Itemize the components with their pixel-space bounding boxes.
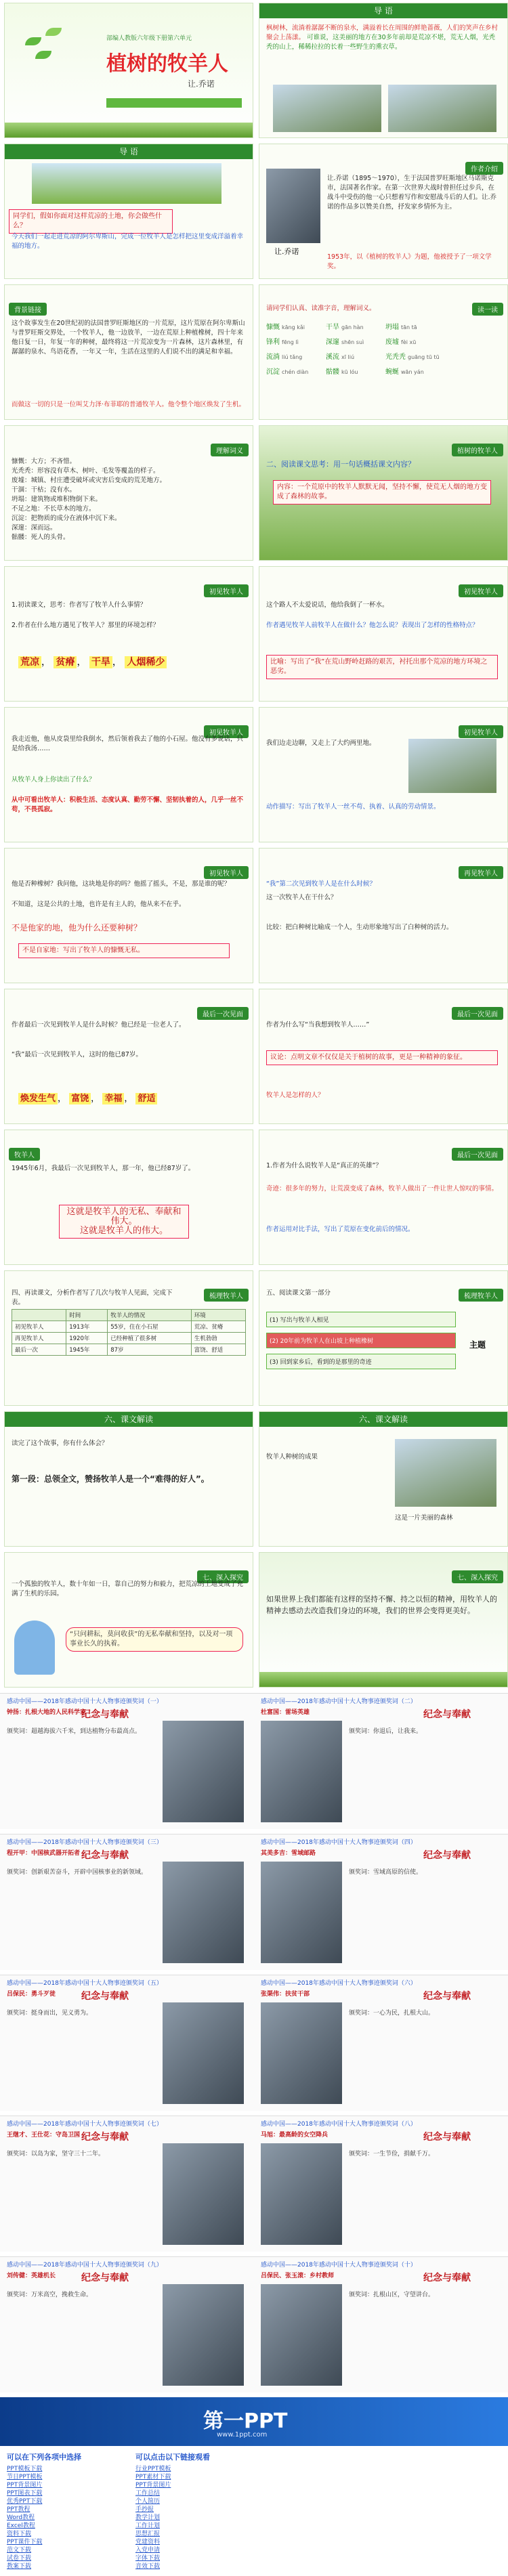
card-person: 张渠伟：扶贫干部 <box>261 1991 310 1998</box>
title-slide <box>4 3 253 138</box>
vocab-item <box>326 337 385 349</box>
footer-link[interactable]: 手抄报 <box>135 2506 154 2513</box>
person-photo <box>163 2284 244 2386</box>
footer <box>0 2397 508 2576</box>
vocab-item <box>266 366 326 379</box>
person-photo <box>261 2143 342 2245</box>
section-tag: 初见牧羊人 <box>204 725 249 738</box>
grass-decoration <box>259 1672 507 1687</box>
meaning-item: 废墟：城镇、村庄遭受破坏或灾害后变成的荒芜地方。 <box>12 477 167 484</box>
passage-text-2: 不知道，这是公共的土地，也许是有主人的，他从来不在乎。 <box>12 901 186 908</box>
card-signature: 纪念与奉献 <box>423 2273 471 2283</box>
table-cell: 最后一次 <box>12 1344 66 1356</box>
slide-first-meeting-2 <box>259 566 508 702</box>
question-text: 1.作者为什么说牧羊人是“真正的英雄”？ <box>266 1162 382 1169</box>
table-cell: 生机勃勃 <box>191 1333 245 1344</box>
footer-link[interactable]: 音效下载 <box>135 2563 161 2570</box>
footer-link[interactable]: 行业PPT模板 <box>135 2466 171 2472</box>
question-text: “我”第二次见到牧羊人是在什么时候？ <box>266 880 376 888</box>
section-tag: 最后一次见面 <box>197 1007 249 1020</box>
keyword: 人烟稀少 <box>125 656 167 668</box>
section-tag: 初见牧羊人 <box>204 866 249 879</box>
vocab-word: 废墟 <box>385 339 399 346</box>
person-photo <box>163 2143 244 2245</box>
vocab-pinyin: xī liú <box>341 354 355 360</box>
card-person: 其美多吉：雪域邮路 <box>261 1850 316 1857</box>
card-citation: 颁奖词：一生节俭，捐献千万。 <box>349 2151 435 2158</box>
vocab-pinyin: wān yán <box>401 369 424 375</box>
section-tag: 植树的牧羊人 <box>452 444 503 456</box>
section-tag: 背景链接 <box>9 303 47 316</box>
award-card <box>0 2257 254 2392</box>
table-row <box>12 1321 246 1333</box>
card-signature: 纪念与奉献 <box>81 1709 129 1720</box>
card-citation: 颁奖词：你退后，让我来。 <box>349 1728 423 1735</box>
award-card <box>254 2116 508 2252</box>
question-text-2: 这一次牧羊人在干什么？ <box>266 894 337 901</box>
table-cell: 时间 <box>66 1310 108 1321</box>
vocab-pinyin: guāng tū tū <box>408 354 440 360</box>
footer-link[interactable]: 试卷下载 <box>7 2555 32 2562</box>
keyword: 幸福 <box>102 1093 124 1104</box>
slide-explore-2 <box>259 1552 508 1688</box>
question-text: 作者遇见牧羊人前牧羊人在做什么？他怎么说？表现出了怎样的性格特点？ <box>266 622 479 629</box>
background-text-2: 而做这一切的只是一位叫艾力泽·布菲耶的普通牧羊人。他令整个地区焕发了生机。 <box>12 401 246 408</box>
award-card <box>0 1975 254 2111</box>
card-citation: 颁奖词：一心为民，扎根大山。 <box>349 2010 435 2017</box>
card-citation: 颁奖词：扎根山区，守望讲台。 <box>349 2292 435 2298</box>
meaning-item: 沉淀：把物质的成分在液体中沉下来。 <box>12 515 121 522</box>
slide-last-meeting-2 <box>259 989 508 1124</box>
keyword: 干旱 <box>89 656 112 668</box>
slide-last-meeting <box>4 989 253 1124</box>
section-tag: 作者介绍 <box>465 162 503 175</box>
vocab-pinyin: shēn suì <box>341 339 364 345</box>
card-title: 感动中国——2018年感动中国十大人物事迹颁奖词（二） <box>261 1698 417 1705</box>
summary-question: 二、阅读课文思考：用一句话概括课文内容？ <box>266 460 415 469</box>
answer-box: 议论：点明文章不仅仅是关于植树的故事，更是一种精神的象征。 <box>266 1050 498 1065</box>
card-citation: 颁奖词：雪域高原的信使。 <box>349 1869 423 1876</box>
footer-link[interactable]: 思想汇报 <box>135 2531 161 2537</box>
question-text: 从牧羊人身上你读出了什么？ <box>12 776 96 783</box>
award-card <box>0 1834 254 1970</box>
vocab-item <box>266 322 326 334</box>
slide-last-meeting-3 <box>259 1130 508 1265</box>
vocab-pinyin: kāng kǎi <box>282 324 305 330</box>
slide-first-meeting-5 <box>4 848 253 983</box>
vocab-item <box>385 337 445 349</box>
footer-right-links <box>135 2465 257 2571</box>
section-tag: 读一读 <box>472 303 503 316</box>
section-tag: 最后一次见面 <box>452 1148 503 1161</box>
footer-link[interactable]: Word教程 <box>7 2514 35 2521</box>
award-card <box>254 2257 508 2392</box>
footer-link[interactable]: PPT背景图片 <box>135 2482 171 2489</box>
series-label: 部编人教版六年级下册第六单元 <box>106 35 192 42</box>
table-cell: 牧羊人的情况 <box>108 1310 192 1321</box>
author-award: 1953年，以《植树的牧羊人》为题，他被授予了一项文学奖。 <box>327 253 492 270</box>
footer-link[interactable]: 入党申请 <box>135 2547 161 2554</box>
vocab-word: 骷髅 <box>326 368 339 376</box>
outline-item: (2) 20年前为牧羊人在山坡上种植橡树 <box>266 1333 456 1348</box>
vocab-item <box>326 322 385 334</box>
intro-text: 今天我们一起走进荒凉的阿尔卑斯山，完成一位牧羊人是怎样把这里变成洋溢着幸福的地方。 <box>12 233 244 250</box>
card-person: 吕保民：勇斗歹徒 <box>7 1991 56 1998</box>
explore-text: 一个孤独的牧羊人，数十年如一日，靠自己的努力和毅力，把荒凉的土地变成了充满了生机的乐园。 <box>12 1581 244 1597</box>
title-bar <box>106 98 242 108</box>
author-name: 让.乔诺 <box>274 247 299 256</box>
card-citation: 颁奖词：万米高空，挽救生命。 <box>7 2292 93 2298</box>
summary-answer: 内容：一个荒原中的牧羊人默默无闻，坚持不懈，使荒无人烟的地方变成了森林的故事。 <box>273 480 491 505</box>
vocab-pinyin: gān hàn <box>341 324 364 330</box>
footer-link[interactable]: 工作总结 <box>135 2490 161 2497</box>
award-card <box>254 1694 508 1829</box>
vocab-word: 锋利 <box>266 339 280 346</box>
footer-link[interactable]: 工作计划 <box>135 2523 161 2529</box>
footer-link[interactable]: PPT背景图片 <box>7 2482 43 2489</box>
vocab-word: 流淌 <box>266 353 280 361</box>
card-person: 钟扬：扎根大地的人民科学家 <box>7 1709 87 1716</box>
quote-bubble: “只问耕耘，莫问收获”的无私奉献和坚持，以及对一项事业长久的执着。 <box>66 1627 243 1652</box>
person-photo <box>261 2002 342 2104</box>
person-photo <box>163 1862 244 1963</box>
slide-vocabulary <box>259 284 508 420</box>
keyword: 舒适 <box>135 1093 157 1104</box>
footer-link[interactable]: PPT素材下载 <box>135 2474 171 2481</box>
slide-header: 六、课文解读 <box>259 1412 507 1427</box>
footer-link[interactable]: 党建资料 <box>135 2539 161 2546</box>
meaning-item: 干涸：干枯；没有水。 <box>12 486 77 494</box>
section-tag: 牧羊人 <box>9 1148 40 1161</box>
card-title: 感动中国——2018年感动中国十大人物事迹颁奖词（一） <box>7 1698 163 1705</box>
vocab-intro: 请同学们认真、读准字音，理解词义。 <box>266 305 376 312</box>
card-citation: 颁奖词：以岛为家，坚守三十二年。 <box>7 2151 105 2158</box>
background-text: 这个故事发生在20世纪初的法国普罗旺斯地区的一片荒原，这片荒原在阿尔卑斯山与普罗旺斯交界处，一个牧羊人，他一边放羊，一边在荒原上种植橡树，四十年来他日复一日，年复一年的种树，最终将这一片荒凉变为一片森林，这片森林里，有潺潺的泉水、鸟语花香，一年又一年，生活在这里的人们说不出的满足和幸福。 <box>12 320 245 356</box>
table-cell <box>12 1310 66 1321</box>
answer-box <box>59 1205 189 1239</box>
section-tag: 理解词义 <box>211 444 249 456</box>
section-tag: 初见牧羊人 <box>204 584 249 597</box>
author-label: 让.乔诺 <box>188 79 215 89</box>
keyword: 贫瘠 <box>54 656 77 668</box>
answer-text: 奇迹：很多年的努力，让荒漠变成了森林，牧羊人做出了一件让世人惊叹的事情。 <box>266 1185 499 1193</box>
footer-link[interactable]: PPT图表下载 <box>7 2490 43 2497</box>
vocab-item <box>326 351 385 364</box>
table-cell: 已经种植了很多树 <box>108 1333 192 1344</box>
vocab-item <box>385 322 445 334</box>
person-photo <box>261 2284 342 2386</box>
award-card <box>0 1694 254 1829</box>
keyword: 荒凉 <box>18 656 41 668</box>
outline-item: (3) 回到家乡后，看到的是那里的奇迹 <box>266 1354 456 1369</box>
meaning-list <box>12 457 246 542</box>
card-signature: 纪念与奉献 <box>81 1850 129 1861</box>
vocab-word: 光秃秃 <box>385 353 406 361</box>
award-card-row <box>0 1693 508 1829</box>
footer-brand: 第一PPT <box>203 2409 288 2433</box>
vocab-word: 深邃 <box>326 339 339 346</box>
award-card <box>0 2116 254 2252</box>
slide-word-meanings <box>4 425 253 561</box>
vocab-list <box>266 319 503 379</box>
vocab-item <box>326 366 385 379</box>
slide-first-meeting-3 <box>4 707 253 842</box>
footer-link[interactable]: Excel教程 <box>7 2523 35 2529</box>
intro-text-b: 可谁说，这美丽的地方在30多年前却是荒凉不堪，荒无人烟，光秃秃的山上，稀稀拉拉的长着一些野生的熏衣草。 <box>266 34 496 51</box>
slide-shepherd <box>4 1130 253 1265</box>
slide-background <box>4 284 253 420</box>
card-citation: 颁奖词：创新艰苦奋斗，开辟中国核事业的新领域。 <box>7 1869 148 1876</box>
question-2: 2.作者在什么地方遇见了牧羊人？那里的环境怎样？ <box>12 622 160 629</box>
footer-link[interactable]: 教学计划 <box>135 2514 161 2521</box>
vocab-pinyin: kū lóu <box>341 369 358 375</box>
card-citation: 颁奖词：超越海拔六千米，到达植物分布最高点。 <box>7 1728 142 1735</box>
keyword: 焕发生气 <box>18 1093 58 1104</box>
footer-brand-band <box>0 2397 508 2446</box>
slide-second-meeting <box>259 848 508 983</box>
author-portrait <box>266 169 320 243</box>
slide-intro-1 <box>259 3 508 138</box>
card-signature: 纪念与奉献 <box>81 2132 129 2143</box>
question-text-2: 牧羊人是怎样的人？ <box>266 1092 324 1099</box>
explore-text: 如果世界上我们都能有这样的坚持不懈、持之以恒的精神，用牧羊人的精神去感动去改造我们身边的环境，我们的世界会变得更美好。 <box>266 1595 497 1615</box>
vocab-item <box>266 351 326 364</box>
passage-text: 我们边走边聊，又走上了大约两里地。 <box>266 739 376 747</box>
vocab-word: 坍塌 <box>385 324 399 331</box>
vocab-pinyin: chén diàn <box>282 369 309 375</box>
analysis-text: 这是一片美丽的森林 <box>395 1514 453 1522</box>
leaf-icon <box>45 28 62 36</box>
card-title: 感动中国——2018年感动中国十大人物事迹颁奖词（四） <box>261 1839 417 1846</box>
intro-text-a: 枫树林，流淌着潺潺不断的泉水，满溢着长在周围的鲜艳蔷薇，人们的笑声在乡村聚会上荡漾。 <box>266 24 499 41</box>
card-title: 感动中国——2018年感动中国十大人物事迹颁奖词（七） <box>7 2121 163 2128</box>
question-text: 作者为什么写“当我想到牧羊人……” <box>266 1021 370 1029</box>
answer-line-1: 这就是牧羊人的无私、奉献和伟大。 <box>66 1207 182 1226</box>
passage-text: 他是否种橡树？我问他，这块地是你的吗？他摇了摇头，不是，那是谁的呢？ <box>12 880 231 888</box>
intro-text <box>266 24 501 52</box>
table-row <box>12 1310 246 1321</box>
footer-link[interactable]: 教案下载 <box>7 2563 32 2570</box>
meaning-item: 不足之地：不长草木的地方。 <box>12 505 96 513</box>
table-cell: 87岁 <box>108 1344 192 1356</box>
card-person: 马旭：最高龄的女空降兵 <box>261 2132 329 2139</box>
answer-text-2: 作者运用对比手法，写出了荒原在变化前后的情况。 <box>266 1226 415 1233</box>
card-title: 感动中国——2018年感动中国十大人物事迹颁奖词（五） <box>7 1980 163 1987</box>
leaf-icon <box>35 51 51 59</box>
card-signature: 纪念与奉献 <box>423 1850 471 1861</box>
award-card <box>254 1834 508 1970</box>
slide-explore <box>4 1552 253 1688</box>
landscape-photo <box>273 85 381 132</box>
card-title: 感动中国——2018年感动中国十大人物事迹颁奖词（十） <box>261 2262 417 2269</box>
table-cell: 初见牧羊人 <box>12 1321 66 1333</box>
vocab-word: 沉淀 <box>266 368 280 376</box>
footer-left-title: 可以在下列各项中选择 <box>7 2453 81 2462</box>
card-person: 吕保民、张玉滚：乡村教师 <box>261 2273 335 2279</box>
slide-analysis <box>4 1411 253 1547</box>
slide-intro-2 <box>4 144 253 279</box>
keyword-row: 焕发生气 ， 富饶 ， 幸福 ， 舒适 <box>18 1091 157 1104</box>
table-cell: 1913年 <box>66 1321 108 1333</box>
table-cell: 富饶、舒适 <box>191 1344 245 1356</box>
slide-header: 六、课文解读 <box>5 1412 253 1427</box>
outline-label: 主题 <box>469 1340 486 1350</box>
passage-text-2: “我”最后一次见到牧羊人，这时的他已87岁。 <box>12 1051 142 1058</box>
landscape-photo <box>388 85 496 132</box>
footer-right-title: 可以点击以下链接观看 <box>135 2453 210 2462</box>
footer-link[interactable]: 范文下载 <box>7 2547 32 2554</box>
card-person: 杜富国：雷场英雄 <box>261 1709 310 1716</box>
footer-link[interactable]: 资料下载 <box>7 2531 32 2537</box>
analysis-text-2: 第一段：总领全文，赞扬牧羊人是一个“难得的好人”。 <box>12 1474 209 1484</box>
card-signature: 纪念与奉献 <box>423 1709 471 1720</box>
vocab-item <box>266 337 326 349</box>
forest-photo <box>395 1439 496 1507</box>
slide-first-meeting <box>4 566 253 702</box>
table-row <box>12 1333 246 1344</box>
slide-analysis-2 <box>259 1411 508 1547</box>
section-tag: 初见牧羊人 <box>459 584 503 597</box>
meaning-item: 深邃：深而远。 <box>12 524 57 532</box>
card-title: 感动中国——2018年感动中国十大人物事迹颁奖词（八） <box>261 2121 417 2128</box>
vocab-item <box>385 366 445 379</box>
card-signature: 纪念与奉献 <box>423 2132 471 2143</box>
answer-text: 动作描写：写出了牧羊人一丝不苟、执着、认真的劳动情景。 <box>266 803 440 811</box>
question-text: 不是他家的地，他为什么还要种树？ <box>12 923 142 932</box>
footer-link[interactable]: PPT课件下载 <box>7 2539 43 2546</box>
table-cell: 55岁，住在小石屋 <box>108 1321 192 1333</box>
passage-text: 我走近他，他从皮袋里给我倒水，然后领着我去了他的小石屋。他没有多说话，只是给我汤…… <box>12 735 244 752</box>
section-tag: 再见牧羊人 <box>459 866 503 879</box>
slide-header: 导 语 <box>5 144 253 159</box>
footer-url: www.1ppt.com <box>217 2431 268 2439</box>
meeting-table <box>12 1309 246 1356</box>
card-signature: 纪念与奉献 <box>81 1991 129 2002</box>
footer-link[interactable]: PPT模板下载 <box>7 2466 43 2472</box>
answer-line-2: 这就是牧羊人的伟大。 <box>79 1226 168 1236</box>
meaning-item: 光秃秃：形容没有草木、树叶、毛发等覆盖的样子。 <box>12 467 160 475</box>
meaning-item: 坍塌：建筑物或堆积物倒下来。 <box>12 496 102 503</box>
meaning-item: 骷髅：死人的头骨。 <box>12 534 70 541</box>
page-title: 植树的牧羊人 <box>106 52 228 76</box>
slide-outline <box>259 1270 508 1406</box>
leaf-icon <box>25 37 41 45</box>
person-photo <box>163 1721 244 1822</box>
keyword-row: 荒凉 ， 贫瘠 ， 干旱 ， 人烟稀少 <box>18 655 167 668</box>
award-card-row <box>0 2116 508 2252</box>
author-bio: 让.乔诺（1895～1970），生于法国普罗旺斯地区马诺斯克市，法国著名作家。在第一次世界大战时曾担任过步兵，在战斗中受伤的他一心只想着写作和安慰战斗后的人们。让.乔诺的作品多以赞美自然，抒发家乡情怀为主。 <box>327 175 497 211</box>
landscape-photo <box>32 163 221 204</box>
award-card-row <box>0 1834 508 1970</box>
passage-text: 这个路人不太爱说话，他给我倒了一杯水。 <box>266 601 389 609</box>
meaning-item: 慷慨：大方；不吝惜。 <box>12 458 77 465</box>
student-figure <box>14 1620 55 1675</box>
card-person: 王继才、王仕花：守岛卫国 <box>7 2132 81 2139</box>
card-person: 刘传健：英雄机长 <box>7 2273 56 2279</box>
table-cell: 荒凉、贫瘠 <box>191 1321 245 1333</box>
table-cell: 1920年 <box>66 1333 108 1344</box>
card-title: 感动中国——2018年感动中国十大人物事迹颁奖词（三） <box>7 1839 163 1846</box>
grass-decoration <box>5 123 253 137</box>
footer-link[interactable]: 字体下载 <box>135 2555 161 2562</box>
analysis-text: 读完了这个故事，你有什么体会？ <box>12 1440 108 1447</box>
keyword: 富饶 <box>69 1093 91 1104</box>
slide-table <box>4 1270 253 1406</box>
question-1: 1.初读课文，思考：作者写了牧羊人什么事情？ <box>12 601 147 609</box>
vocab-word: 溪流 <box>326 353 339 361</box>
vocab-pinyin: fèi xū <box>401 339 417 345</box>
table-cell: 再见牧羊人 <box>12 1333 66 1344</box>
vocab-word: 干旱 <box>326 324 339 331</box>
vocab-pinyin: liú tǎng <box>282 354 303 360</box>
vocab-item <box>385 351 445 364</box>
outline-question: 五、阅读课文第一部分 <box>266 1289 331 1297</box>
section-tag: 梳理牧羊人 <box>204 1289 249 1302</box>
footer-link[interactable]: PPT教程 <box>7 2506 30 2513</box>
card-signature: 纪念与奉献 <box>423 1991 471 2002</box>
card-title: 感动中国——2018年感动中国十大人物事迹颁奖词（九） <box>7 2262 163 2269</box>
footer-link[interactable]: 节日PPT模板 <box>7 2474 43 2481</box>
card-citation: 颁奖词：挺身而出，见义勇为。 <box>7 2010 93 2017</box>
slide-header: 导 语 <box>259 3 507 18</box>
award-card-row <box>0 1975 508 2111</box>
section-tag: 七、深入探究 <box>452 1570 503 1583</box>
slide-author <box>259 144 508 279</box>
card-person: 程开甲：中国核武器开拓者 <box>7 1850 81 1857</box>
answer-text: 从中可看出牧羊人：积极生活、态度认真、勤劳不懈、坚韧执着的人，几乎一丝不苟，不畏孤寂。 <box>12 796 244 813</box>
outline-list <box>266 1312 456 1375</box>
outline-item: (1) 写出与牧羊人相见 <box>266 1312 456 1327</box>
table-question: 四、再读课文，分析作者写了几次与牧羊人见面，完成下表。 <box>12 1289 173 1306</box>
analysis-text-2: 牧羊人种树的成果 <box>266 1453 318 1461</box>
person-photo <box>261 1721 342 1822</box>
table-cell: 1945年 <box>66 1344 108 1356</box>
vocab-word: 慷慨 <box>266 324 280 331</box>
section-tag: 初见牧羊人 <box>459 725 503 738</box>
slide-first-meeting-4 <box>259 707 508 842</box>
answer-text: 比较：把白种树比喻成一个人，生动形象地写出了白种树的活力。 <box>266 924 453 931</box>
section-tag: 梳理牧羊人 <box>459 1289 503 1302</box>
person-photo <box>163 2002 244 2104</box>
footer-left-links <box>7 2465 129 2571</box>
vocab-pinyin: tān tā <box>401 324 417 330</box>
passage-text: 1945年6月，我最后一次见到牧羊人，那一年，他已经87岁了。 <box>12 1165 195 1172</box>
vocab-word: 蜿蜒 <box>385 368 399 376</box>
section-tag: 七、深入探究 <box>197 1570 249 1583</box>
slide-summary <box>259 425 508 561</box>
footer-link[interactable]: 优秀PPT下载 <box>7 2498 43 2505</box>
answer-box: 比喻：写出了“我”在荒山野岭赶路的艰苦，衬托出那个荒凉的地方环境之恶劣。 <box>266 655 498 679</box>
section-tag: 最后一次见面 <box>452 1007 503 1020</box>
passage-text: 作者最后一次见到牧羊人是什么时候？他已经是一位老人了。 <box>12 1021 186 1029</box>
question-box: 同学们，假如你面对这样荒凉的土地，你会做些什么？ <box>9 209 173 234</box>
award-card-row <box>0 2256 508 2392</box>
forest-photo <box>408 739 496 793</box>
table-row <box>12 1344 246 1356</box>
person-photo <box>261 1862 342 1963</box>
vocab-pinyin: fēng lì <box>282 339 299 345</box>
answer-box: 不是自家地：写出了牧羊人的慷慨无私。 <box>18 943 230 958</box>
table-cell: 环境 <box>191 1310 245 1321</box>
card-signature: 纪念与奉献 <box>81 2273 129 2283</box>
card-title: 感动中国——2018年感动中国十大人物事迹颁奖词（六） <box>261 1980 417 1987</box>
footer-link[interactable]: 个人简历 <box>135 2498 161 2505</box>
award-card <box>254 1975 508 2111</box>
